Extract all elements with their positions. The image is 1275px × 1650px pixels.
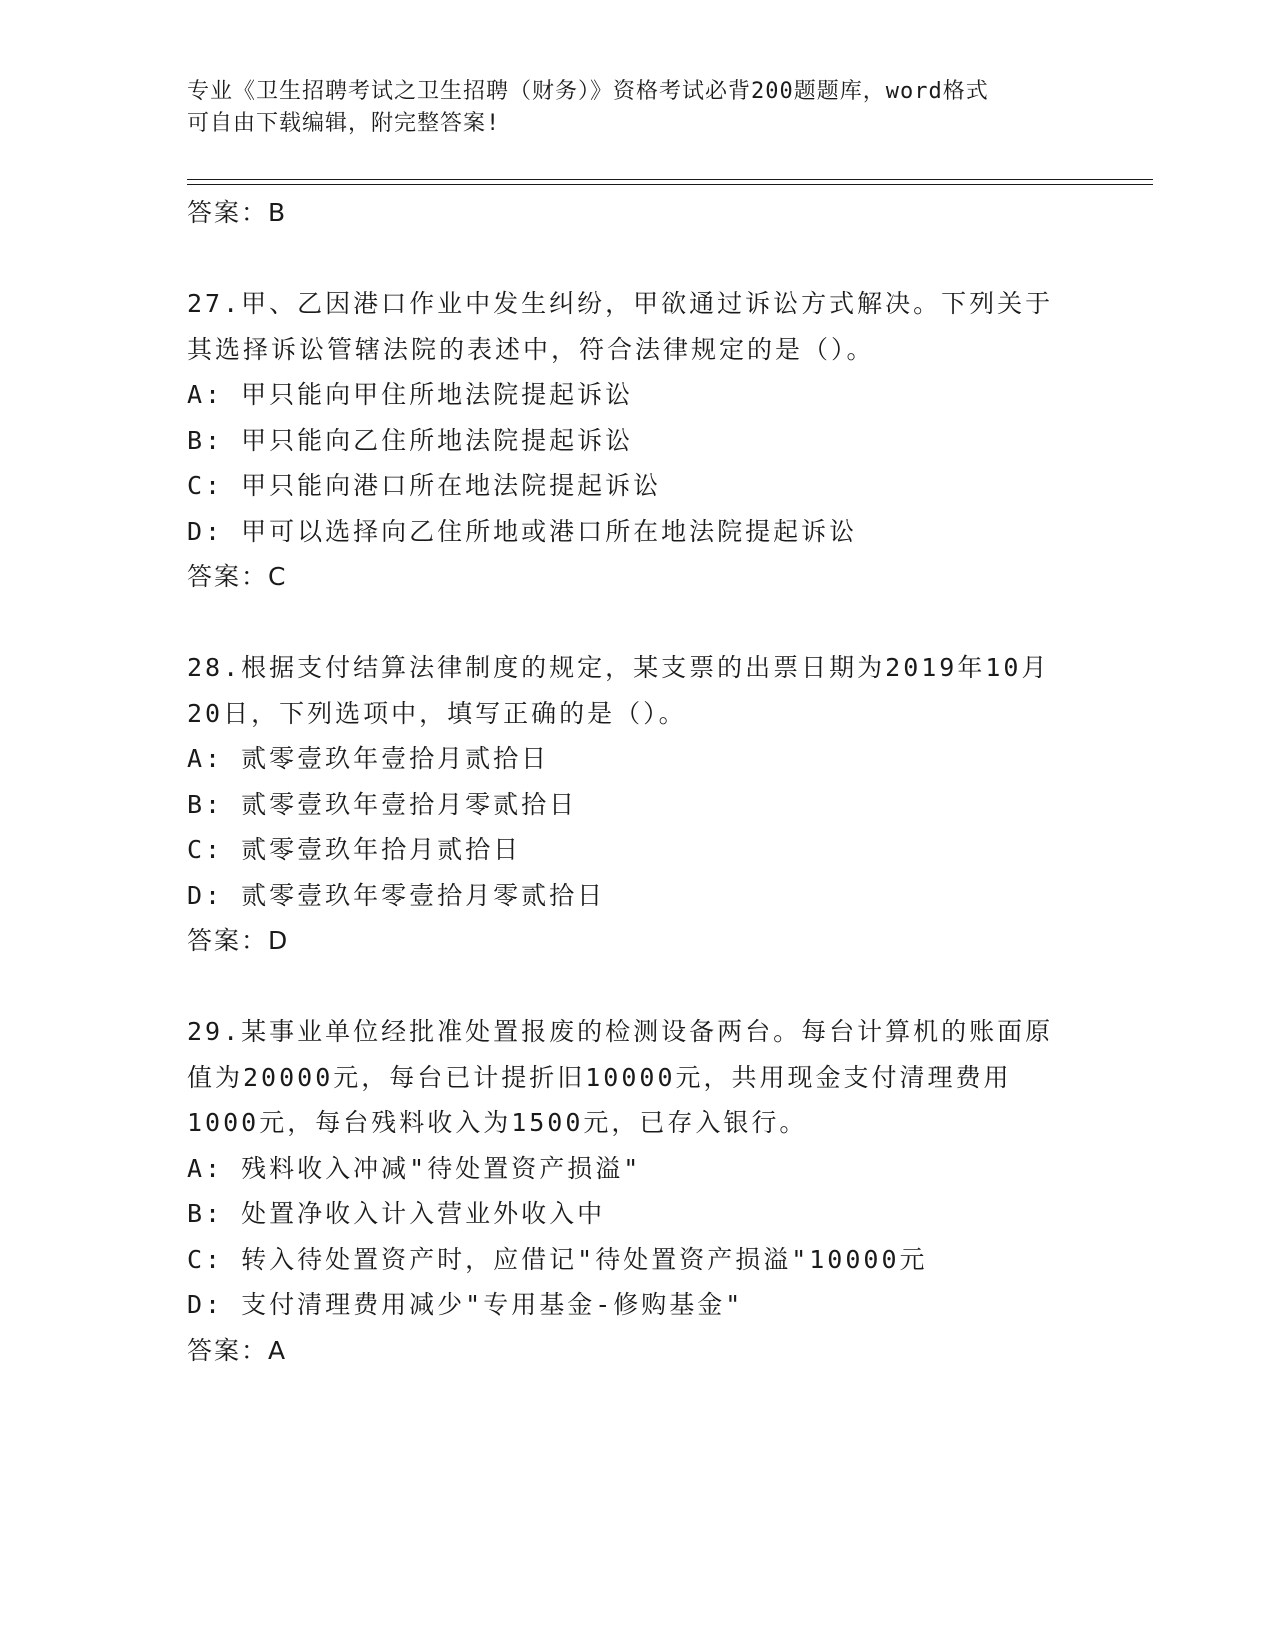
document-body	[187, 190, 1087, 1373]
header-line-2: 可自由下载编辑，附完整答案!	[187, 111, 501, 136]
question-stem-line: 其选择诉讼管辖法院的表述中，符合法律规定的是（）。	[187, 334, 875, 364]
option-d: D: 支付清理费用减少"专用基金-修购基金"	[187, 1290, 744, 1319]
question-block	[187, 645, 1087, 964]
option-b: B: 处置净收入计入营业外收入中	[187, 1199, 606, 1228]
question-stem-line: 27.甲、乙因港口作业中发生纠纷，甲欲通过诉讼方式解决。下列关于	[187, 289, 1054, 318]
spacer	[187, 236, 1087, 282]
question-stem-line: 1000元，每台残料收入为1500元，已存入银行。	[187, 1108, 808, 1137]
spacer	[187, 600, 1087, 646]
answer-line: 答案：A	[187, 1335, 288, 1365]
option-d: D: 贰零壹玖年零壹拾月零贰拾日	[187, 880, 606, 910]
option-b: B: 贰零壹玖年壹拾月零贰拾日	[187, 789, 578, 819]
question-block	[187, 281, 1087, 600]
answer-line: 答案：B	[187, 198, 288, 227]
option-a: A: 甲只能向甲住所地法院提起诉讼	[187, 380, 634, 409]
option-c: C: 贰零壹玖年拾月贰拾日	[187, 835, 522, 864]
question-stem-line: 29.某事业单位经批准处置报废的检测设备两台。每台计算机的账面原	[187, 1017, 1054, 1046]
option-d: D: 甲可以选择向乙住所地或港口所在地法院提起诉讼	[187, 516, 858, 546]
header-divider-top	[187, 179, 1153, 180]
spacer	[187, 964, 1087, 1010]
answer-line: 答案：C	[187, 562, 288, 591]
option-b: B: 甲只能向乙住所地法院提起诉讼	[187, 425, 634, 455]
option-c: C: 甲只能向港口所在地法院提起诉讼	[187, 471, 662, 500]
header-divider-bottom	[187, 184, 1153, 185]
option-c: C: 转入待处置资产时，应借记"待处置资产损溢"10000元	[187, 1244, 928, 1274]
answer-line: 答案：D	[187, 926, 290, 955]
option-a: A: 贰零壹玖年壹拾月贰拾日	[187, 744, 550, 773]
header-line-1: 专业《卫生招聘考试之卫生招聘（财务）》资格考试必背200题题库，word格式	[187, 79, 989, 104]
question-stem-line: 20日，下列选项中，填写正确的是（）。	[187, 698, 687, 728]
question-block	[187, 1009, 1087, 1373]
question-stem-line: 值为20000元，每台已计提折旧10000元，共用现金支付清理费用	[187, 1062, 1012, 1092]
option-a: A: 残料收入冲减"待处置资产损溢"	[187, 1153, 642, 1183]
document-header	[187, 76, 1087, 140]
question-stem-line: 28.根据支付结算法律制度的规定，某支票的出票日期为2019年10月	[187, 653, 1050, 682]
